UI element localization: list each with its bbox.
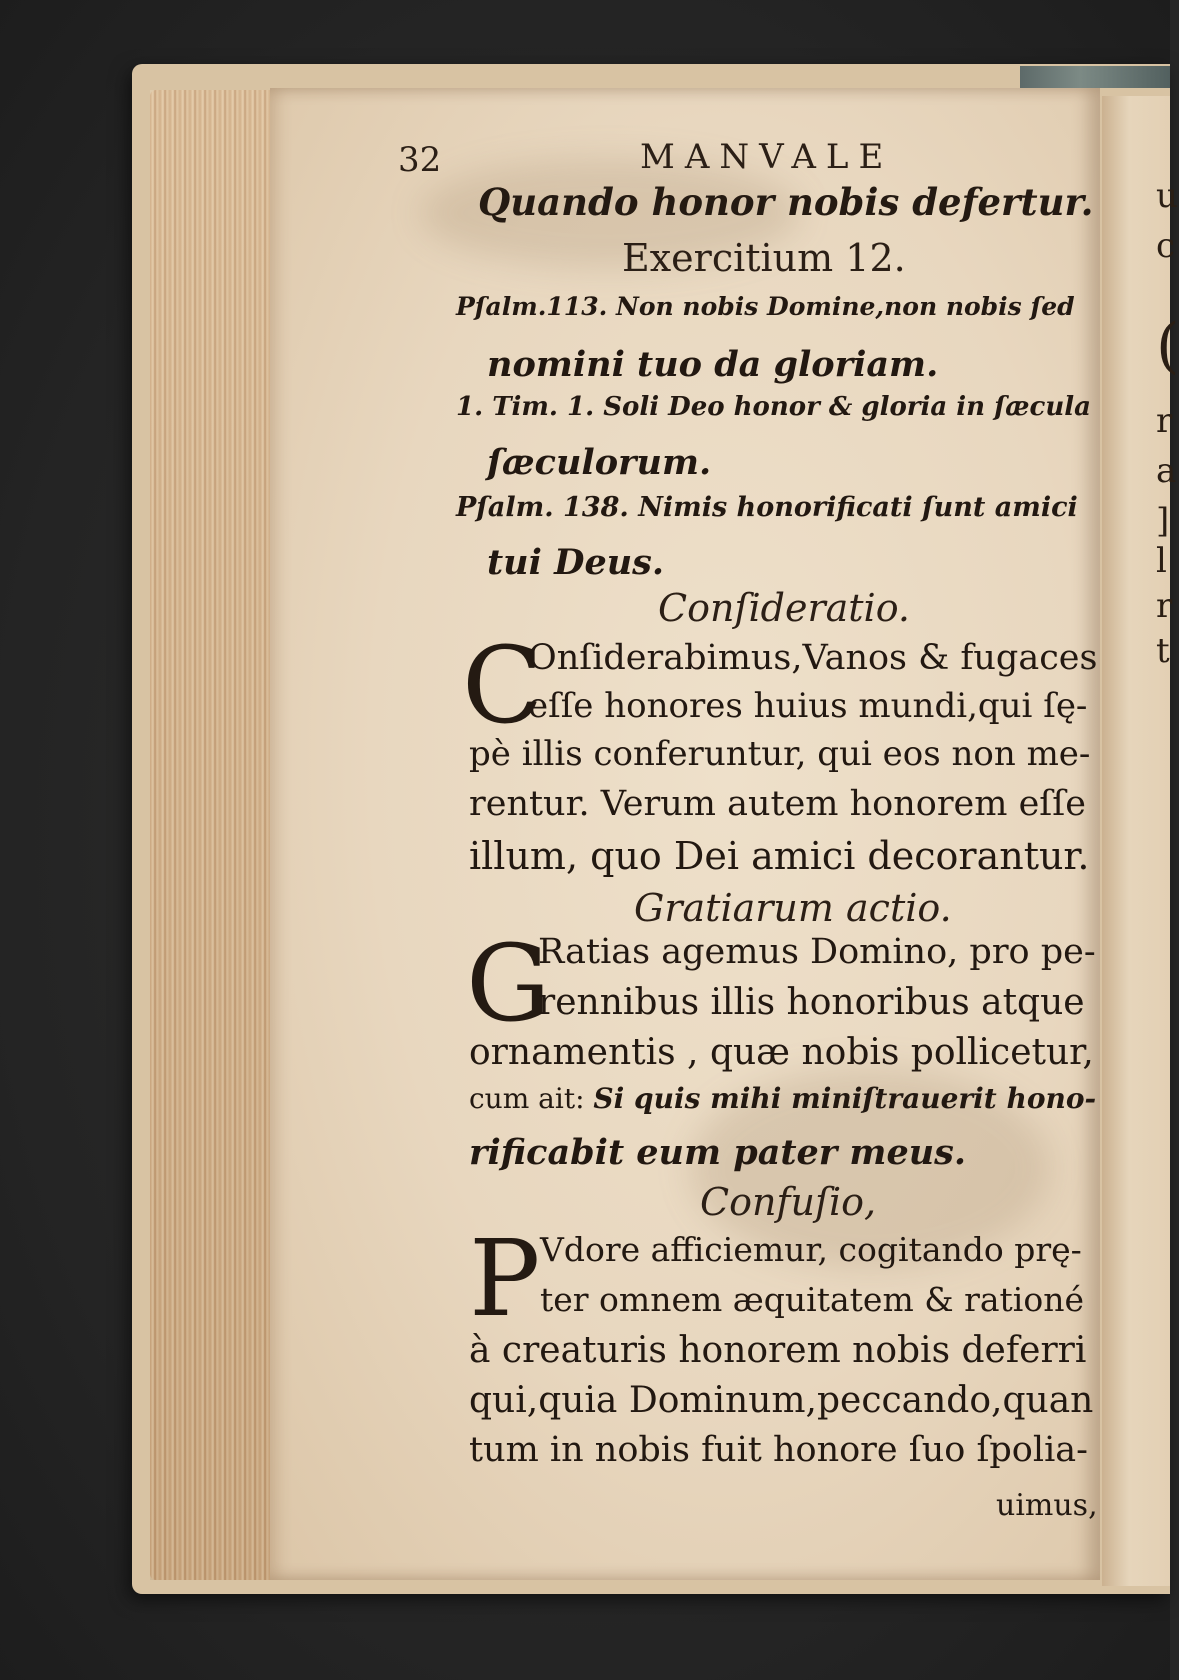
- facing-fragment: ]: [1156, 501, 1170, 541]
- section-heading: Confuſio,: [700, 1180, 877, 1224]
- text-line: qui,quia Dominum,peccando,quan: [469, 1380, 1094, 1421]
- facing-fragment: r: [1156, 401, 1173, 441]
- section-heading: Conſideratio.: [658, 586, 910, 630]
- facing-fragment: t: [1156, 631, 1170, 671]
- citation-line: tui Deus.: [487, 542, 665, 583]
- page-number: 32: [398, 140, 442, 180]
- chapter-title: Quando honor nobis defertur.: [478, 180, 1094, 224]
- facing-fragment: u: [1156, 176, 1178, 216]
- text-line: eſſe honores huius mundi,qui ſę-: [528, 686, 1088, 726]
- facing-fragment: (: [1156, 311, 1179, 381]
- catchword: uimus,: [996, 1488, 1098, 1523]
- text-line: Onſiderabimus,Vanos & fugaces: [528, 638, 1098, 678]
- spine-binding: [1020, 66, 1170, 88]
- text-line-italic: Si quis mihi miniſtrauerit hono-: [593, 1082, 1097, 1115]
- drop-cap: G: [466, 922, 551, 1045]
- drop-cap: C: [462, 624, 544, 747]
- text-line: Vdore afficiemur, cogitando prę-: [540, 1230, 1082, 1269]
- text-line-roman: cum ait:: [469, 1082, 594, 1115]
- text-line: tum in nobis fuit honore ſuo ſpolia-: [469, 1430, 1088, 1470]
- text-line: ornamentis , quæ nobis pollicetur,: [469, 1032, 1094, 1073]
- text-line: Ratias agemus Domino, pro pe-: [538, 932, 1096, 972]
- citation-line: ſæculorum.: [487, 442, 712, 483]
- citation-line: Pſalm. 138. Nimis honorificati ſunt amici: [456, 492, 1078, 523]
- citation-line: nomini tuo da gloriam.: [487, 344, 939, 385]
- facing-fragment: a: [1156, 451, 1177, 491]
- text-line: [469, 1082, 1096, 1115]
- facing-fragment: r: [1156, 586, 1173, 626]
- text-line: rennibus illis honoribus atque: [538, 982, 1085, 1023]
- facing-fragment: c: [1156, 226, 1176, 266]
- citation-line: 1. Tim. 1. Soli Deo honor & gloria in ſæcula: [456, 392, 1091, 422]
- text-line-italic: rificabit eum pater meus.: [469, 1132, 967, 1173]
- citation-line: Pſalm.113. Non nobis Domine,non nobis ſed: [456, 292, 1075, 321]
- page-edges: [150, 90, 280, 1580]
- text-line: pè illis conferuntur, qui eos non me-: [469, 734, 1091, 774]
- section-heading: Gratiarum actio.: [634, 886, 952, 930]
- running-head: MANVALE: [640, 137, 894, 177]
- text-line: ter omnem æquitatem & rationé: [540, 1280, 1085, 1319]
- exercise-number: Exercitium 12.: [622, 236, 906, 280]
- drop-cap: P: [469, 1217, 541, 1340]
- text-line: illum, quo Dei amici decorantur.: [469, 834, 1090, 878]
- facing-fragment: l: [1156, 541, 1167, 581]
- text-line: à creaturis honorem nobis deferri: [469, 1330, 1087, 1371]
- facing-page: [1102, 96, 1179, 1586]
- text-line: rentur. Verum autem honorem eſſe: [469, 784, 1086, 824]
